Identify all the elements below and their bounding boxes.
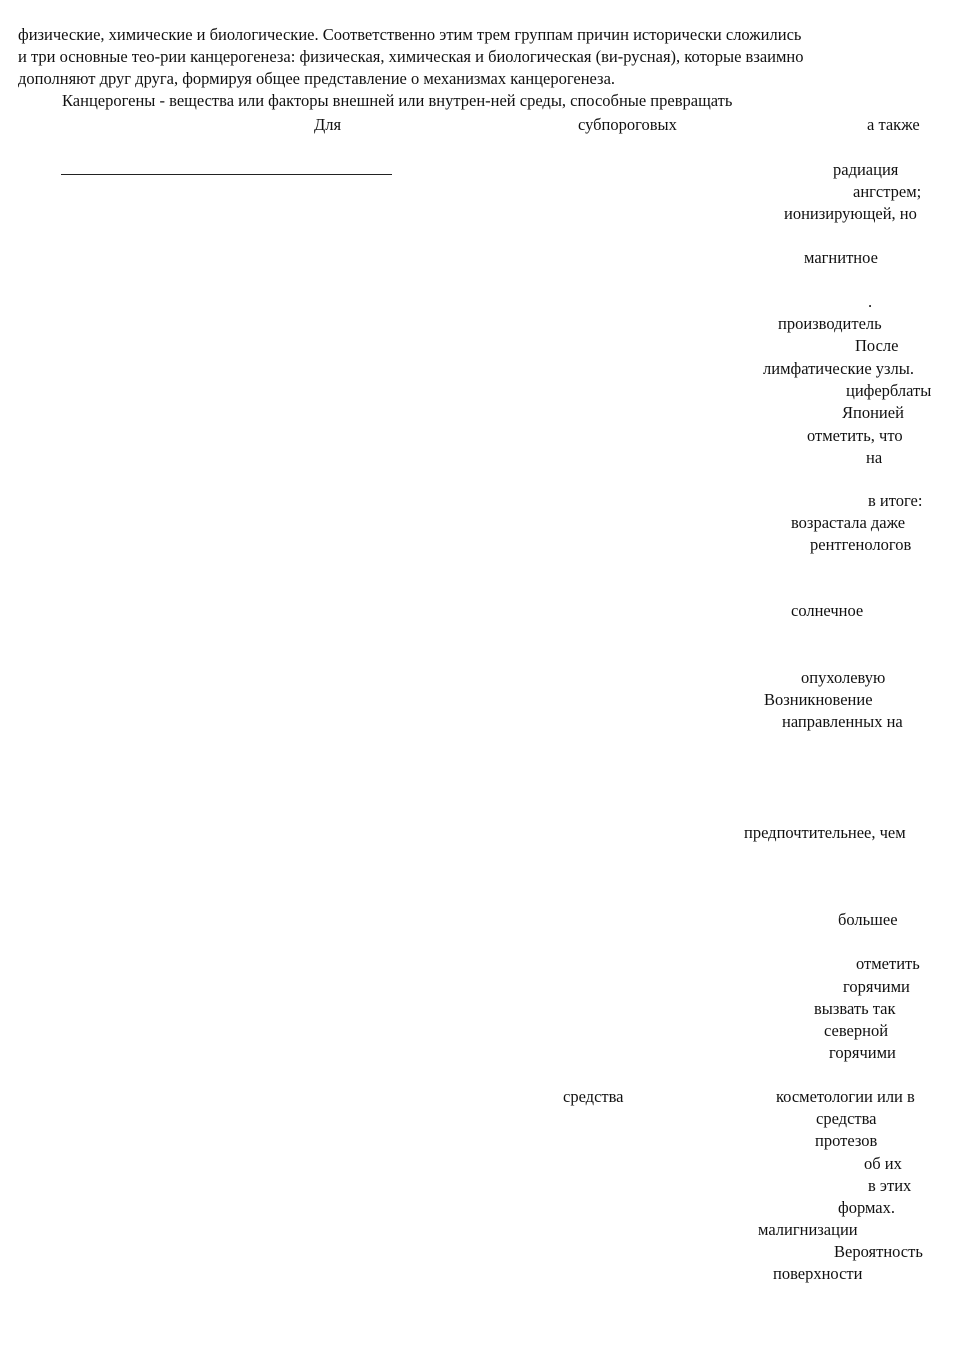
text-fragment: Вероятность (834, 1242, 923, 1261)
text-fragment: косметологии или в (776, 1087, 915, 1106)
text-fragment: производитель (778, 314, 882, 333)
intro-line-4: Канцерогены - вещества или факторы внешней или внутрен-ней среды, способные превращать (62, 91, 733, 110)
text-fragment: в этих (868, 1176, 912, 1195)
text-fragment: предпочтительнее, чем (744, 823, 906, 842)
text-fragment: возрастала даже (791, 513, 906, 532)
intro-line-1: физические, химические и биологические. Соответственно этим трем группам причин исторически сложились (18, 25, 802, 44)
text-fragment: северной (824, 1021, 889, 1040)
text-fragment: средства (816, 1109, 877, 1128)
text-fragment: . (868, 292, 873, 311)
text-fragment: ионизирующей, но (784, 204, 917, 223)
text-fragment: рентгенологов (810, 535, 912, 554)
text-fragment: горячими (843, 977, 910, 996)
text-fragment: циферблаты (846, 381, 932, 400)
text-fragment: вызвать так (814, 999, 896, 1018)
text-fragment: на (866, 448, 883, 467)
text-fragment: большее (838, 910, 898, 929)
intro-line-2: и три основные тео-рии канцерогенеза: физическая, химическая и биологическая (ви-русная), которые взаимно (18, 47, 804, 66)
text-fragment: магнитное (804, 248, 878, 267)
text-fragment: об их (864, 1154, 902, 1173)
intro-paragraph (18, 24, 943, 112)
text-fragment: отметить, что (807, 426, 903, 445)
text-fragment: ангстрем; (853, 182, 922, 201)
text-fragment: субпороговых (578, 115, 677, 134)
horizontal-rule (61, 174, 392, 175)
text-fragment: радиация (833, 160, 899, 179)
text-fragment: После (855, 336, 899, 355)
text-fragment: в итоге: (868, 491, 923, 510)
text-fragment: а также (867, 115, 920, 134)
text-fragment: малигнизации (758, 1220, 858, 1239)
text-fragment: солнечное (791, 601, 864, 620)
text-fragment: формах. (838, 1198, 895, 1217)
text-fragment: Японией (842, 403, 904, 422)
intro-line-3: дополняют друг друга, формируя общее представление о механизмах канцерогенеза. (18, 69, 616, 88)
text-fragment: лимфатические узлы. (763, 359, 914, 378)
text-fragment: направленных на (782, 712, 903, 731)
text-fragment: горячими (829, 1043, 896, 1062)
text-fragment: Для (314, 115, 342, 134)
text-fragment: средства (563, 1087, 624, 1106)
text-fragment: поверхности (773, 1264, 863, 1283)
text-fragment: опухолевую (801, 668, 886, 687)
text-fragment: отметить (856, 954, 920, 973)
text-fragment: Возникновение (764, 690, 873, 709)
text-fragment: протезов (815, 1131, 878, 1150)
